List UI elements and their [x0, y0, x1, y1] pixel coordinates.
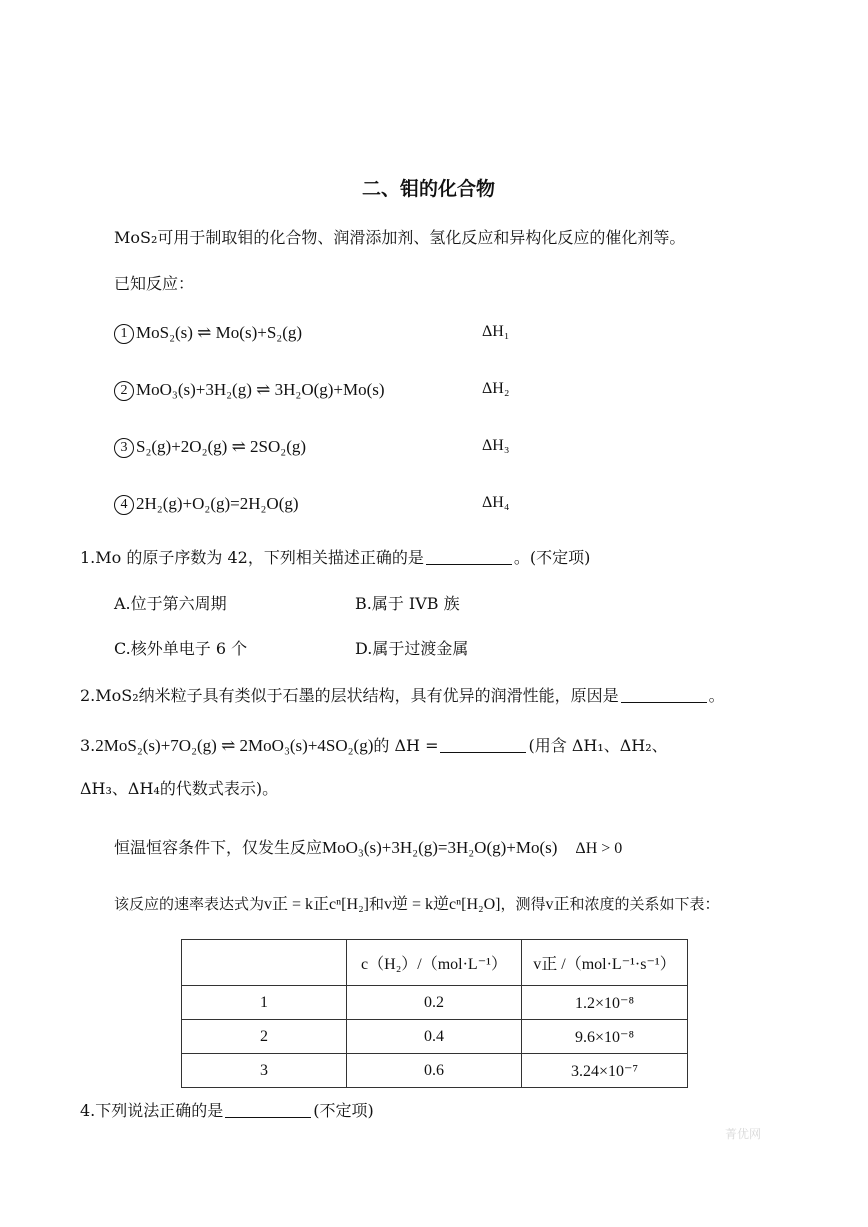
- rate-data-table: [181, 939, 688, 1088]
- answer-blank[interactable]: [225, 1101, 311, 1118]
- option-a: A.位于第六周期: [114, 594, 227, 613]
- question-3-line2: ΔH₃、ΔH₄的代数式表示)。: [80, 779, 279, 798]
- question-3-dh-label: 的 ΔH =: [373, 736, 439, 755]
- question-3-hint: (用含 ΔH₁、ΔH₂、: [528, 736, 668, 755]
- condition-line: [114, 836, 622, 860]
- circled-number: 3: [114, 438, 134, 458]
- table-cell: 1: [182, 986, 347, 1020]
- table-cell: 3: [182, 1054, 347, 1088]
- question-2: [80, 685, 725, 707]
- option-b: B.属于 IVB 族: [355, 594, 460, 613]
- circled-number: 1: [114, 324, 134, 344]
- rate-line: [114, 893, 720, 916]
- reaction-4-text: 2H₂(g)+O₂(g)=2H₂O(g): [136, 494, 299, 513]
- answer-blank[interactable]: [621, 686, 707, 703]
- question-1: [80, 547, 590, 569]
- question-2-tail: 。: [708, 686, 725, 705]
- question-2-stem: 2.MoS₂纳米粒子具有类似于石墨的层状结构，具有优异的润滑性能，原因是: [80, 686, 619, 705]
- reaction-3: [114, 435, 306, 459]
- rate-text-c: 和浓度的关系如下表：: [569, 895, 720, 913]
- table-row: [182, 986, 688, 1020]
- reaction-2-text: MoO₃(s)+3H₂(g) ⇌ 3H₂O(g)+Mo(s): [136, 380, 385, 399]
- rate-reverse-expr: v逆 = k逆cⁿ[H₂O]: [384, 896, 501, 913]
- question-3: [80, 734, 668, 758]
- answer-blank[interactable]: [440, 736, 526, 753]
- reaction-2-dh: ΔH₂: [482, 380, 510, 397]
- table-cell: 1.2×10⁻⁸: [522, 986, 688, 1020]
- table-row: [182, 1054, 688, 1088]
- question-3-equation: 2MoS₂(s)+7O₂(g) ⇌ 2MoO₃(s)+4SO₂(g): [95, 736, 374, 755]
- rate-text-b: ，测得: [500, 895, 546, 913]
- option-c: C.核外单电子 6 个: [114, 639, 248, 658]
- reaction-3-text: S₂(g)+2O₂(g) ⇌ 2SO₂(g): [136, 437, 307, 456]
- rate-text: 该反应的速率表达式为: [114, 895, 265, 913]
- table-cell: 0.6: [347, 1054, 522, 1088]
- reaction-2: [114, 378, 385, 402]
- section-title: 二、钼的化合物: [362, 178, 496, 200]
- reaction-4: [114, 492, 299, 516]
- table-cell: 9.6×10⁻⁸: [522, 1020, 688, 1054]
- question-4: [80, 1100, 374, 1122]
- reaction-4-dh: ΔH₄: [482, 494, 510, 511]
- reaction-1-dh: ΔH₁: [482, 323, 510, 340]
- table-header-row: [182, 940, 688, 986]
- table-cell: 0.4: [347, 1020, 522, 1054]
- reaction-1-text: MoS₂(s) ⇌ Mo(s)+S₂(g): [136, 323, 303, 342]
- table-cell: 3.24×10⁻⁷: [522, 1054, 688, 1088]
- table-row: [182, 1020, 688, 1054]
- rate-vf: v正: [545, 896, 570, 913]
- circled-number: 4: [114, 495, 134, 515]
- circled-number: 2: [114, 381, 134, 401]
- condition-text: 恒温恒容条件下，仅发生反应: [114, 838, 323, 857]
- rate-forward-expr: v正 = k正cⁿ[H₂]: [264, 896, 369, 913]
- table-cell: 2: [182, 1020, 347, 1054]
- table-header-cell: c（H₂）/（mol·L⁻¹）: [347, 940, 522, 986]
- question-3-number: 3.: [80, 736, 96, 755]
- table-header-cell: v正 /（mol·L⁻¹·s⁻¹）: [522, 940, 688, 986]
- question-1-stem: 1.Mo 的原子序数为 42，下列相关描述正确的是: [80, 548, 424, 567]
- question-4-stem: 4.下列说法正确的是: [80, 1101, 224, 1120]
- rate-and: 和: [368, 895, 384, 913]
- table-cell: 0.2: [347, 986, 522, 1020]
- watermark: 菁优网: [725, 1127, 762, 1141]
- table-header-cell: [182, 940, 347, 986]
- option-d: D.属于过渡金属: [355, 639, 469, 658]
- question-1-tail: 。(不定项): [513, 548, 591, 567]
- condition-equation: MoO₃(s)+3H₂(g)=3H₂O(g)+Mo(s): [322, 838, 558, 857]
- known-label: 已知反应：: [114, 274, 195, 293]
- reaction-1: [114, 321, 302, 345]
- intro-text: MoS₂可用于制取钼的化合物、润滑添加剂、氢化反应和异构化反应的催化剂等。: [114, 228, 686, 247]
- reaction-3-dh: ΔH₃: [482, 437, 510, 454]
- question-4-tail: (不定项): [313, 1101, 374, 1120]
- condition-dh: ΔH > 0: [575, 840, 623, 857]
- answer-blank[interactable]: [426, 548, 512, 565]
